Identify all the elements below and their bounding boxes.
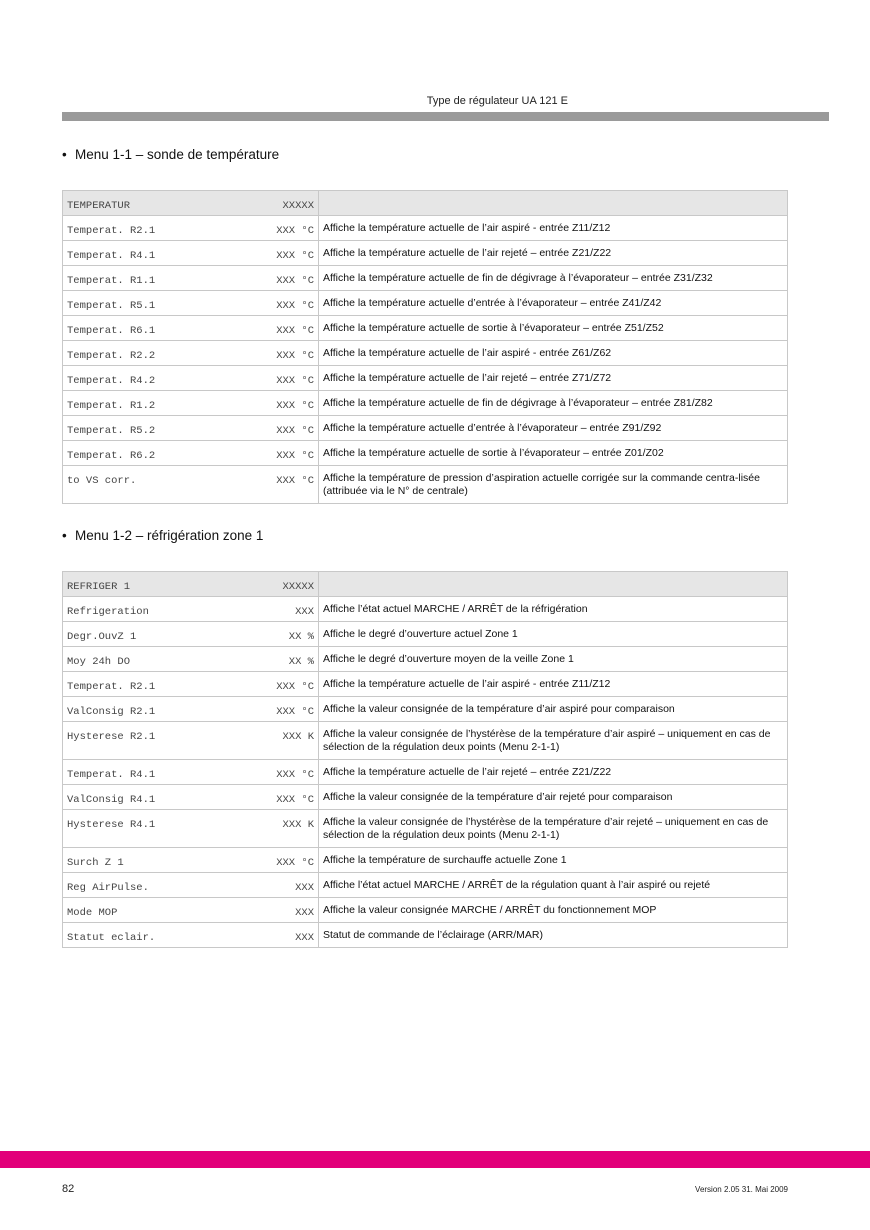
parameter-cell: [63, 316, 319, 341]
menu-1-2-table: [62, 571, 788, 948]
parameter-cell: [63, 923, 319, 948]
parameter-cell: [63, 810, 319, 848]
parameter-cell: [63, 341, 319, 366]
version-info: Version 2.05 31. Mai 2009: [695, 1185, 788, 1194]
parameter-name: Temperat. R1.1: [67, 275, 156, 287]
parameter-description: Affiche la valeur consignée de la température d’air aspiré pour comparaison: [319, 697, 788, 722]
parameter-name: REFRIGER 1: [67, 581, 131, 593]
table-row: [63, 266, 788, 291]
parameter-description: Affiche la température actuelle de l’air rejeté – entrée Z21/Z22: [319, 241, 788, 266]
parameter-name: Temperat. R4.1: [67, 250, 156, 262]
parameter-name: Temperat. R6.2: [67, 450, 156, 462]
parameter-description: Affiche la température actuelle d’entrée à l’évaporateur – entrée Z41/Z42: [319, 291, 788, 316]
parameter-value: XXX: [295, 907, 314, 919]
menu-1-1-heading-text: Menu 1-1 – sonde de température: [75, 147, 280, 162]
parameter-cell: [63, 416, 319, 441]
parameter-value: XXX °C: [276, 225, 314, 237]
parameter-description: Affiche la valeur consignée de la température d’air rejeté pour comparaison: [319, 785, 788, 810]
table-header-row: [63, 572, 788, 597]
parameter-value: XXX K: [282, 731, 314, 743]
table-row: [63, 810, 788, 848]
parameter-description: Affiche l’état actuel MARCHE / ARRÊT de la régulation quant à l’air aspiré ou rejeté: [319, 873, 788, 898]
parameter-description: Affiche la température actuelle de l’air aspiré - entrée Z11/Z12: [319, 216, 788, 241]
parameter-cell: [63, 697, 319, 722]
parameter-cell: [63, 672, 319, 697]
table-row: [63, 291, 788, 316]
table-row: [63, 848, 788, 873]
parameter-value: XXX °C: [276, 769, 314, 781]
parameter-description: Affiche le degré d’ouverture actuel Zone 1: [319, 622, 788, 647]
table-header-row: [63, 191, 788, 216]
parameter-name: Temperat. R2.2: [67, 350, 156, 362]
table-row: [63, 316, 788, 341]
parameter-name: Hysterese R2.1: [67, 731, 156, 743]
menu-1-2-heading-text: Menu 1-2 – réfrigération zone 1: [75, 528, 264, 543]
parameter-description: Affiche la température actuelle de fin de dégivrage à l’évaporateur – entrée Z31/Z32: [319, 266, 788, 291]
parameter-value: XXX °C: [276, 375, 314, 387]
parameter-value: XXX: [295, 606, 314, 618]
table-row: [63, 366, 788, 391]
table-row: [63, 873, 788, 898]
parameter-name: Temperat. R5.1: [67, 300, 156, 312]
parameter-cell: [63, 466, 319, 504]
parameter-description: Affiche la température actuelle de sortie à l’évaporateur – entrée Z51/Z52: [319, 316, 788, 341]
table-row: [63, 466, 788, 504]
parameter-name: Temperat. R5.2: [67, 425, 156, 437]
parameter-cell: [63, 291, 319, 316]
parameter-description: Affiche la valeur consignée de l’hystérèse de la température d’air aspiré – uniquement en cas de sélection de la régulation deux points (Menu 2-1-1): [319, 722, 788, 760]
parameter-value: XXXXX: [282, 200, 314, 212]
parameter-name: Temperat. R6.1: [67, 325, 156, 337]
parameter-value: XXX °C: [276, 475, 314, 487]
parameter-value: XXX °C: [276, 425, 314, 437]
parameter-description: [319, 572, 788, 597]
parameter-name: Temperat. R2.1: [67, 681, 156, 693]
table-row: [63, 760, 788, 785]
table-row: [63, 597, 788, 622]
parameter-cell: [63, 241, 319, 266]
parameter-value: XXX °C: [276, 300, 314, 312]
parameter-name: Temperat. R4.2: [67, 375, 156, 387]
parameter-value: XXX °C: [276, 400, 314, 412]
parameter-name: Moy 24h DO: [67, 656, 131, 668]
table-row: [63, 416, 788, 441]
parameter-description: Affiche la température actuelle de l’air rejeté – entrée Z21/Z22: [319, 760, 788, 785]
parameter-value: XXX °C: [276, 275, 314, 287]
parameter-description: Affiche la température actuelle de l’air rejeté – entrée Z71/Z72: [319, 366, 788, 391]
table-row: [63, 241, 788, 266]
parameter-name: Refrigeration: [67, 606, 149, 618]
parameter-cell: [63, 873, 319, 898]
parameter-description: Affiche la valeur consignée de l’hystérèse de la température d’air rejeté – uniquement en cas de sélection de la régulation deux points (Menu 2-1-1): [319, 810, 788, 848]
menu-1-1-table: [62, 190, 788, 504]
parameter-value: XXX °C: [276, 325, 314, 337]
parameter-name: Temperat. R1.2: [67, 400, 156, 412]
table-row: [63, 441, 788, 466]
table-row: [63, 391, 788, 416]
parameter-value: XX %: [288, 631, 314, 643]
table-row: [63, 647, 788, 672]
page-number: 82: [62, 1183, 75, 1195]
parameter-name: Reg AirPulse.: [67, 882, 149, 894]
parameter-cell: [63, 366, 319, 391]
parameter-cell: [63, 785, 319, 810]
parameter-name: TEMPERATUR: [67, 200, 131, 212]
parameter-cell: [63, 441, 319, 466]
bullet-icon: •: [62, 528, 67, 543]
header-bar: [62, 112, 829, 121]
parameter-value: XXX °C: [276, 706, 314, 718]
parameter-cell: [63, 848, 319, 873]
parameter-name: Temperat. R2.1: [67, 225, 156, 237]
menu-1-1-heading: [62, 147, 279, 162]
table-row: [63, 697, 788, 722]
parameter-value: XX %: [288, 656, 314, 668]
parameter-cell: [63, 760, 319, 785]
table-row: [63, 622, 788, 647]
parameter-name: Hysterese R4.1: [67, 819, 156, 831]
parameter-name: Mode MOP: [67, 907, 118, 919]
parameter-value: XXX °C: [276, 250, 314, 262]
parameter-description: Affiche l’état actuel MARCHE / ARRÊT de la réfrigération: [319, 597, 788, 622]
parameter-cell: [63, 191, 319, 216]
table-row: [63, 722, 788, 760]
parameter-value: XXX °C: [276, 350, 314, 362]
table-row: [63, 216, 788, 241]
parameter-name: Statut eclair.: [67, 932, 156, 944]
parameter-cell: [63, 647, 319, 672]
parameter-description: Affiche la valeur consignée MARCHE / ARRÊT du fonctionnement MOP: [319, 898, 788, 923]
table-row: [63, 672, 788, 697]
parameter-name: Degr.OuvZ 1: [67, 631, 137, 643]
parameter-cell: [63, 216, 319, 241]
parameter-name: Surch Z 1: [67, 857, 124, 869]
parameter-value: XXX: [295, 932, 314, 944]
parameter-description: Affiche la température actuelle de fin de dégivrage à l’évaporateur – entrée Z81/Z82: [319, 391, 788, 416]
parameter-value: XXX: [295, 882, 314, 894]
parameter-value: XXX °C: [276, 794, 314, 806]
table-row: [63, 785, 788, 810]
parameter-value: XXX °C: [276, 450, 314, 462]
parameter-value: XXX °C: [276, 681, 314, 693]
parameter-description: [319, 191, 788, 216]
parameter-description: Affiche la température actuelle d’entrée à l’évaporateur – entrée Z91/Z92: [319, 416, 788, 441]
document-header-title: Type de régulateur UA 121 E: [426, 95, 568, 107]
parameter-cell: [63, 597, 319, 622]
table-row: [63, 341, 788, 366]
parameter-cell: [63, 266, 319, 291]
parameter-description: Affiche la température actuelle de l’air aspiré - entrée Z11/Z12: [319, 672, 788, 697]
parameter-name: to VS corr.: [67, 475, 137, 487]
bullet-icon: •: [62, 147, 67, 162]
parameter-description: Affiche la température de surchauffe actuelle Zone 1: [319, 848, 788, 873]
parameter-description: Affiche la température de pression d’aspiration actuelle corrigée sur la commande centra-lisée (attribuée via le N° de centrale): [319, 466, 788, 504]
parameter-name: ValConsig R4.1: [67, 794, 156, 806]
parameter-cell: [63, 898, 319, 923]
parameter-name: Temperat. R4.1: [67, 769, 156, 781]
parameter-description: Affiche la température actuelle de sortie à l’évaporateur – entrée Z01/Z02: [319, 441, 788, 466]
footer-accent-bar: [0, 1151, 870, 1168]
parameter-description: Statut de commande de l’éclairage (ARR/MAR): [319, 923, 788, 948]
parameter-value: XXX K: [282, 819, 314, 831]
parameter-cell: [63, 622, 319, 647]
parameter-name: ValConsig R2.1: [67, 706, 156, 718]
parameter-cell: [63, 572, 319, 597]
table-row: [63, 923, 788, 948]
parameter-value: XXXXX: [282, 581, 314, 593]
parameter-value: XXX °C: [276, 857, 314, 869]
menu-1-2-heading: [62, 528, 263, 543]
table-row: [63, 898, 788, 923]
parameter-cell: [63, 722, 319, 760]
parameter-description: Affiche la température actuelle de l’air aspiré - entrée Z61/Z62: [319, 341, 788, 366]
parameter-description: Affiche le degré d’ouverture moyen de la veille Zone 1: [319, 647, 788, 672]
parameter-cell: [63, 391, 319, 416]
